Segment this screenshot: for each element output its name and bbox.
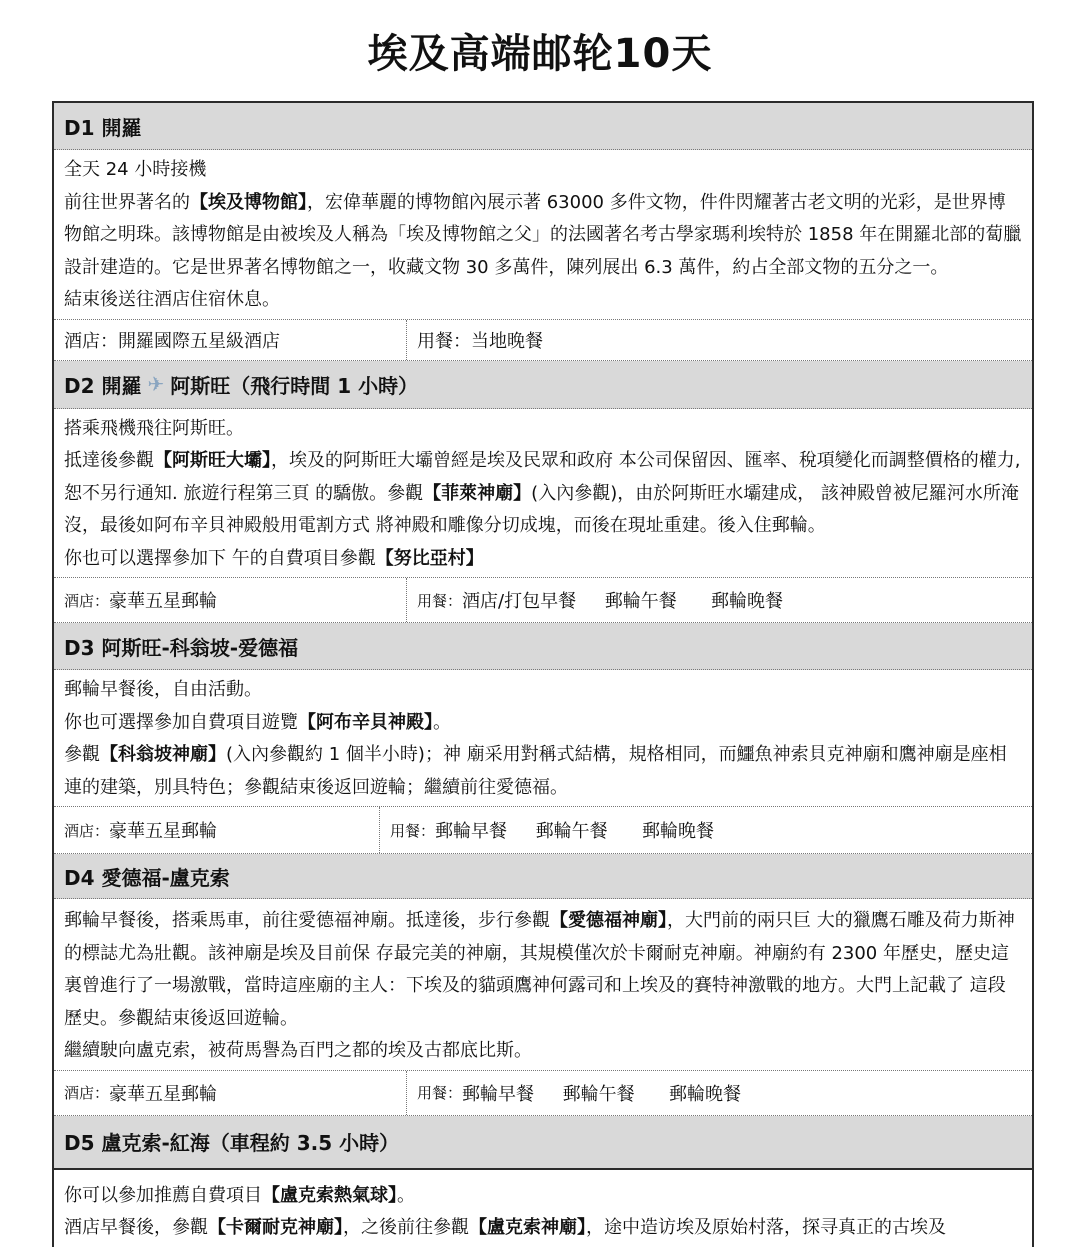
day-header xyxy=(54,1116,1032,1170)
meal-cell xyxy=(380,807,714,853)
hotel-text: 豪華五星郵輪 xyxy=(109,821,218,842)
paragraph xyxy=(64,445,1022,543)
meal-text: 用餐：当地晚餐 xyxy=(417,330,543,352)
info-row xyxy=(54,807,1032,854)
day-description xyxy=(54,899,1032,1071)
paragraph xyxy=(64,905,1022,1035)
text: 你可以參加推薦自費項目 xyxy=(64,1184,262,1206)
highlight-text: 【科翁坡神廟】 xyxy=(100,744,226,765)
hotel-cell xyxy=(54,320,407,360)
day-title: D5 盧克索-紅海（車程約 3.5 小時） xyxy=(64,1131,400,1155)
paragraph xyxy=(64,284,1022,317)
text: 抵達後參觀 xyxy=(64,450,154,471)
paragraph xyxy=(64,1035,1022,1068)
highlight-text: 【埃及博物館】 xyxy=(190,191,307,213)
hotel-text: 豪華五星郵輪 xyxy=(109,1083,218,1105)
paragraph xyxy=(64,739,1022,804)
info-row xyxy=(54,320,1032,361)
paragraph xyxy=(64,187,1022,285)
meal-cell xyxy=(407,320,543,360)
day-title: D3 阿斯旺-科翁坡-爱德福 xyxy=(64,635,299,660)
info-row xyxy=(54,1071,1032,1116)
text: (入內參觀約 1 個半小時)；神 廟采用對稱式結構，規格相同，而鱷魚神索貝克神廟和鷹神廟是座相連的建築，別具特色；參觀結束後返回遊輪；繼續前往愛德福。 xyxy=(64,744,1007,798)
text: 。 xyxy=(397,1184,415,1206)
paragraph xyxy=(64,707,1022,740)
day-title: D1 開羅 xyxy=(64,115,142,140)
text: 全天 24 小時接機 xyxy=(64,159,207,180)
day-description xyxy=(54,409,1032,579)
page-title: 埃及高端邮轮10天 xyxy=(367,31,713,77)
highlight-text: 【努比亞村】 xyxy=(375,547,484,569)
text: 你也可以選擇參加下 午的自費項目參觀 xyxy=(64,547,376,569)
meal-text: 郵輪早餐 郵輪午餐 郵輪晚餐 xyxy=(462,1083,741,1105)
hotel-label: 酒店： xyxy=(64,591,110,610)
paragraph xyxy=(64,543,1022,576)
text: 你也可選擇參加自費項目遊覽 xyxy=(64,711,298,733)
meal-label: 用餐： xyxy=(417,1084,463,1102)
text: 郵輪早餐後，搭乘馬車，前往愛德福神廟。抵達後，步行參觀 xyxy=(64,910,550,931)
text: 。 xyxy=(433,711,451,733)
day-header xyxy=(54,361,1032,409)
paragraph xyxy=(64,154,1022,187)
highlight-text: 【盧克索熱氣球】 xyxy=(262,1184,397,1206)
meal-text: 酒店/打包早餐 郵輪午餐 郵輪晚餐 xyxy=(462,591,784,612)
day-title: D2 開羅 xyxy=(64,373,142,398)
hotel-label: 酒店： xyxy=(64,821,110,840)
text: 繼續駛向盧克索，被荷馬譽為百門之都的埃及古都底比斯。 xyxy=(64,1040,532,1061)
airplane-icon: ✈ xyxy=(147,372,165,396)
paragraph xyxy=(64,413,1022,446)
hotel-cell xyxy=(54,1071,407,1115)
day-title-destination: 阿斯旺（飛行時間 1 小時） xyxy=(170,373,419,398)
meal-cell xyxy=(407,578,783,622)
text: 酒店早餐後，參觀 xyxy=(64,1217,208,1238)
text: 搭乘飛機飛往阿斯旺。 xyxy=(64,417,244,439)
paragraph xyxy=(64,1180,1022,1213)
text: 前往世界著名的 xyxy=(64,191,190,213)
day-description xyxy=(54,670,1032,807)
highlight-text: 【菲萊神廟】 xyxy=(423,482,532,504)
day-description xyxy=(54,150,1032,320)
highlight-text: 【阿斯旺大壩】 xyxy=(154,450,271,471)
meal-label: 用餐： xyxy=(417,591,463,610)
text: 結束後送往酒店住宿休息。 xyxy=(64,289,280,310)
text: 郵輪早餐後，自由活動。 xyxy=(64,679,262,700)
hotel-cell xyxy=(54,578,407,622)
hotel-text: 酒店：開羅國際五星級酒店 xyxy=(64,330,280,352)
day-header xyxy=(54,103,1032,150)
highlight-text: 【卡爾耐克神廟】 xyxy=(208,1217,343,1238)
hotel-text: 豪華五星郵輪 xyxy=(109,591,218,612)
text: 參觀 xyxy=(64,744,100,765)
day-title: D4 愛德福-盧克索 xyxy=(64,865,230,890)
text: ，宏偉華麗的博物館內展示著 63000 多件文物，件件閃耀著古老文明的光彩，是世界博物館之明珠。該博物館是由被埃及人稱為「埃及博物館之父」的法國著名考古學家瑪利埃特於 1858 年在開羅北部的蔔臘設計建造的。它是世界著名博物館之一，收藏文物 30 多萬件，陳列展出 6.3 萬件，約占全部文物的五分之一。 xyxy=(64,191,1022,278)
meal-text: 郵輪早餐 郵輪午餐 郵輪晚餐 xyxy=(435,821,714,842)
text: ，大門前的兩只巨 大的獵鷹石雕及荷力斯神的標誌尤為壯觀。該神廟是埃及目前保 存最完美的神廟，其規模僅次於卡爾耐克神廟。神廟約有 2300 年歷史，歷史這裏曾進行了一場激戰，當時這座廟的主人：下埃及的貓頭鷹神何露司和上埃及的賽特神激戰的地方。大門上記載了 這段歷史。參觀結束後返回遊輪。 xyxy=(64,910,1015,1029)
text: ，途中造访埃及原始村落，探寻真正的古埃及 xyxy=(586,1217,946,1238)
itinerary-table xyxy=(52,101,1034,1247)
highlight-text: 【盧克索神廟】 xyxy=(469,1217,586,1238)
info-row xyxy=(54,578,1032,623)
day-header xyxy=(54,623,1032,670)
day-description xyxy=(54,1170,1032,1247)
text: ，之後前往參觀 xyxy=(343,1217,469,1238)
text: (入內參觀)，由於阿斯旺水壩建成， 該神殿曾被尼羅河水所淹沒，最後如阿布辛貝神殿般用電割方式 將神殿和雕像分切成塊，而後在現址重建。後入住郵輪。 xyxy=(64,482,1019,536)
meal-label: 用餐： xyxy=(390,821,436,840)
paragraph xyxy=(64,674,1022,707)
paragraph xyxy=(64,1212,1022,1245)
day-header xyxy=(54,854,1032,899)
text: ，埃及的阿斯旺大壩曾經是埃及民眾和政府 本公司保留因、匯率、稅項變化而調整價格的權力,恕不另行通知. 旅遊行程第三頁 的驕傲。參觀 xyxy=(64,450,1021,504)
hotel-label: 酒店： xyxy=(64,1084,110,1102)
highlight-text: 【愛德福神廟】 xyxy=(550,910,667,931)
hotel-cell xyxy=(54,807,380,853)
meal-cell xyxy=(407,1071,741,1115)
highlight-text: 【阿布辛貝神殿】 xyxy=(298,711,433,733)
